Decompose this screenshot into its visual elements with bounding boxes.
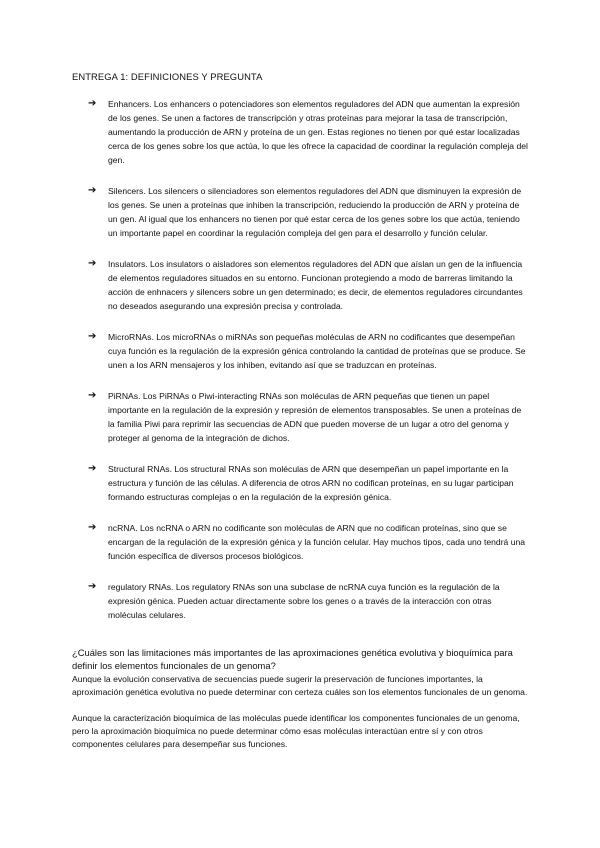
document-title: ENTREGA 1: DEFINICIONES Y PREGUNTA [72,71,263,82]
list-item-text: Silencers. Los silencers o silenciadores son elementos reguladores del ADN que disminuyen la expresión de los genes. Se unen a proteínas que inhiben la transcripción, reduciendo la producción de ARN y proteína de un gen. Al igual que los enhancers no tienen por qué estar cerca de los genes sobre los que actúa, teniendo un importante papel en coordinar la regulación compleja del gen para el desarrollo y función celular. [108,186,522,238]
question-heading: ¿Cuáles son las limitaciones más importantes de las aproximaciones genética evolutiva y bioquímica para definir los elementos funcionales de un genoma? [72,647,513,671]
list-item-text: regulatory RNAs. Los regulatory RNAs son una subclase de ncRNA cuya función es la regulación de la expresión génica. Pueden actuar directamente sobre los genes o a través de la interacción con otras moléculas celulares. [108,582,500,620]
list-item-text: MicroRNAs. Los microRNAs o miRNAs son pequeñas moléculas de ARN no codificantes que desempeñan cuya función es la regulación de la expresión génica controlando la cantidad de proteínas que se produce. Se unen a los ARN mensajeros y los inhiben, evitando así que se traduzcan en proteínas. [108,332,526,370]
list-item-micrornas [88,330,528,372]
arrow-bullet-icon: ➔ [88,331,97,342]
definitions-list [88,97,528,622]
list-item-text: Insulators. Los insulators o aisladores son elementos reguladores del ADN que aíslan un gen de la influencia de elementos reguladores situados en su entorno. Funcionan protegiendo a modo de barreras limitando la acción de enhnacers y silencers sobre un gen determinado; es decir, de elementos reguladores circundantes no deseados asegurando una expresión precisa y controlada. [108,259,523,311]
answer-paragraph-biochemical: Aunque la caracterización bioquímica de las moléculas puede identificar los componentes funcionales de un genoma, pero la aproximación bioquímica no puede determinar cómo esas moléculas interactúan entre sí y con otros componentes celulares para desempeñar sus funciones. [72,713,520,750]
list-item-text: Enhancers. Los enhancers o potenciadores son elementos reguladores del ADN que aumentan la expresión de los genes. Se unen a factores de transcripción y otras proteínas para mejorar la tasa de transcripción, aumentando la producción de ARN y proteína de un gen. Estas regiones no tienen por qué estar localizadas cerca de los genes sobre los que actúa, lo que les ofrece la capacidad de coordinar la regulación compleja del gen. [108,99,528,165]
arrow-bullet-icon: ➔ [88,98,97,109]
list-item-insulators [88,257,528,313]
arrow-bullet-icon: ➔ [88,258,97,269]
answer-paragraph-evolutionary: Aunque la evolución conservativa de secuencias puede sugerir la preservación de funciones importantes, la aproximación genética evolutiva no puede determinar con certeza cuáles son los elementos funcionales de un genoma. [72,674,528,698]
list-item-structural-rnas [88,462,528,504]
arrow-bullet-icon: ➔ [88,390,97,401]
arrow-bullet-icon: ➔ [88,581,97,592]
list-item-ncrna [88,521,528,563]
list-item-enhancers [88,97,528,167]
arrow-bullet-icon: ➔ [88,185,97,196]
list-item-pirnas [88,389,528,445]
list-item-text: PiRNAs. Los PiRNAs o Piwi-interacting RNAs son moléculas de ARN pequeñas que tienen un papel importante en la regulación de la expresión y represión de elementos transposables. Se unen a proteínas de la familia Piwi para reprimir las secuencias de ADN que pueden moverse de un lugar a otro del genoma y proteger al genoma de la integración de dichos. [108,391,522,443]
list-item-regulatory-rnas [88,580,528,622]
list-item-text: ncRNA. Los ncRNA o ARN no codificante son moléculas de ARN que no codifican proteínas, sino que se encargan de la regulación de la expresión génica y la función celular. Hay muchos tipos, cada uno tendrá una función específica de diversos procesos biológicos. [108,523,526,561]
arrow-bullet-icon: ➔ [88,522,97,533]
list-item-silencers [88,184,528,240]
list-item-text: Structural RNAs. Los structural RNAs son moléculas de ARN que desempeñan un papel importante en la estructura y función de las células. A diferencia de otros ARN no codifican proteínas, en su lugar participan formando estructuras complejas o en la regulación de la expresión génica. [108,464,514,502]
arrow-bullet-icon: ➔ [88,463,97,474]
